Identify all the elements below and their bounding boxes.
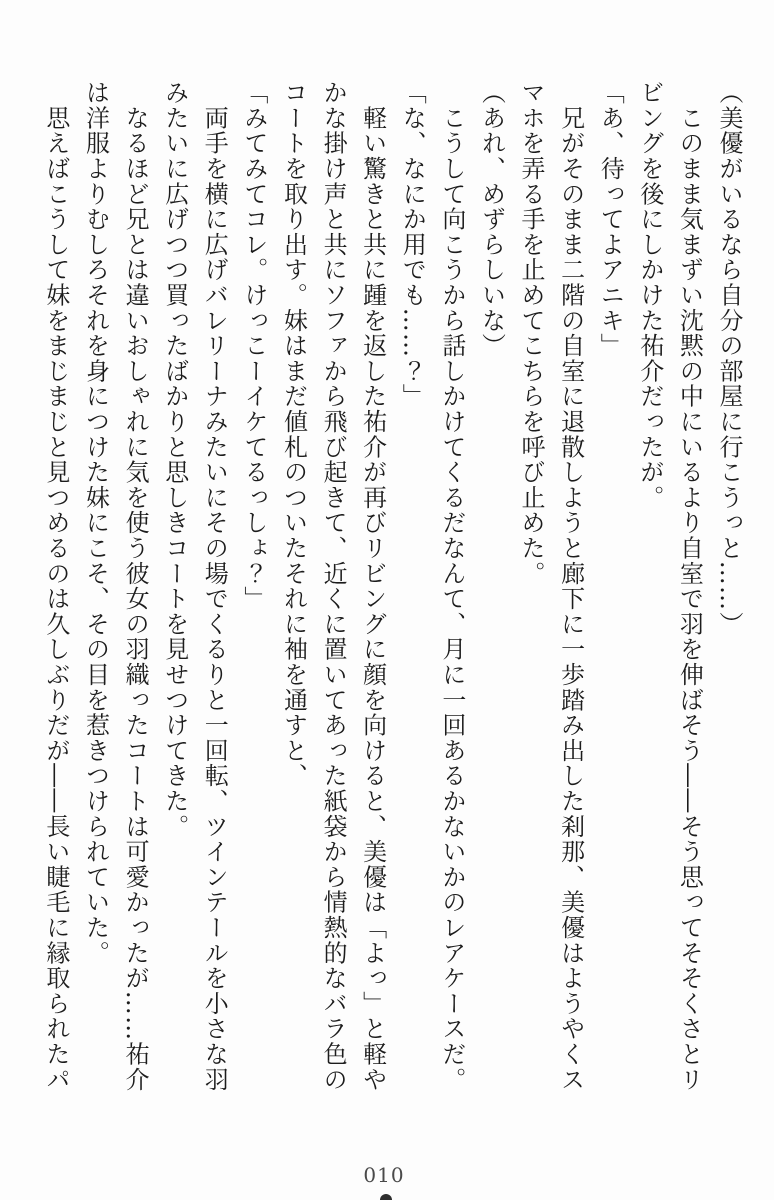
paragraph: このまま気まずい沈黙の中にいるより自室で羽を伸ばそう――そう思ってそそくさとリビングを後にしかけた祐介だったが。 bbox=[635, 80, 704, 1092]
paragraph: 両手を横に広げバレリーナみたいにその場でくるりと一回転、ツインテールを小さな羽みたいに広げつつ買ったばかりと思しきコートを見せつけてきた。 bbox=[160, 80, 229, 1092]
paragraph: 軽い驚きと共に踵を返した祐介が再びリビングに顔を向けると、美優は「よっ」と軽やかな掛け声と共にソファから飛び起きて、近くに置いてあった紙袋から情熱的なバラ色のコートを取り出す。妹はまだ値札のついたそれに袖を通すと、 bbox=[279, 80, 387, 1092]
paragraph: 思えばこうして妹をまじまじと見つめるのは久しぶりだが――長い睫毛に縁取られたパ bbox=[41, 80, 70, 1092]
vertical-text-block bbox=[33, 80, 748, 1093]
paragraph: こうして向こうから話しかけてくるだなんて、月に一回あるかないかのレアケースだ。 bbox=[437, 80, 466, 1092]
paragraph: （美優がいるなら自分の部屋に行こうっと……） bbox=[715, 80, 743, 637]
paragraph: 「みてみてコレ。けっこーイケてるっしょ？」 bbox=[239, 80, 268, 612]
paragraph: 兄がそのまま二階の自室に退散しようと廊下に一歩踏み出した刹那、美優はようやくスマホを弄る手を止めてこちらを呼び止めた。 bbox=[517, 80, 585, 1092]
paragraph: （あれ、めずらしいな） bbox=[477, 80, 506, 359]
paragraph: 「あ、待ってよアニキ」 bbox=[596, 80, 625, 359]
partial-dot-mark bbox=[380, 1194, 392, 1200]
page-number: 010 bbox=[363, 1163, 405, 1187]
paragraph: なるほど兄とは違いおしゃれに気を使う彼女の羽織ったコートは可愛かったが……祐介は洋服よりむしろそれを身につけた妹にこそ、その目を惹きつけられていた。 bbox=[81, 80, 150, 1092]
paragraph: 「な、なにか用でも……？」 bbox=[398, 80, 427, 409]
